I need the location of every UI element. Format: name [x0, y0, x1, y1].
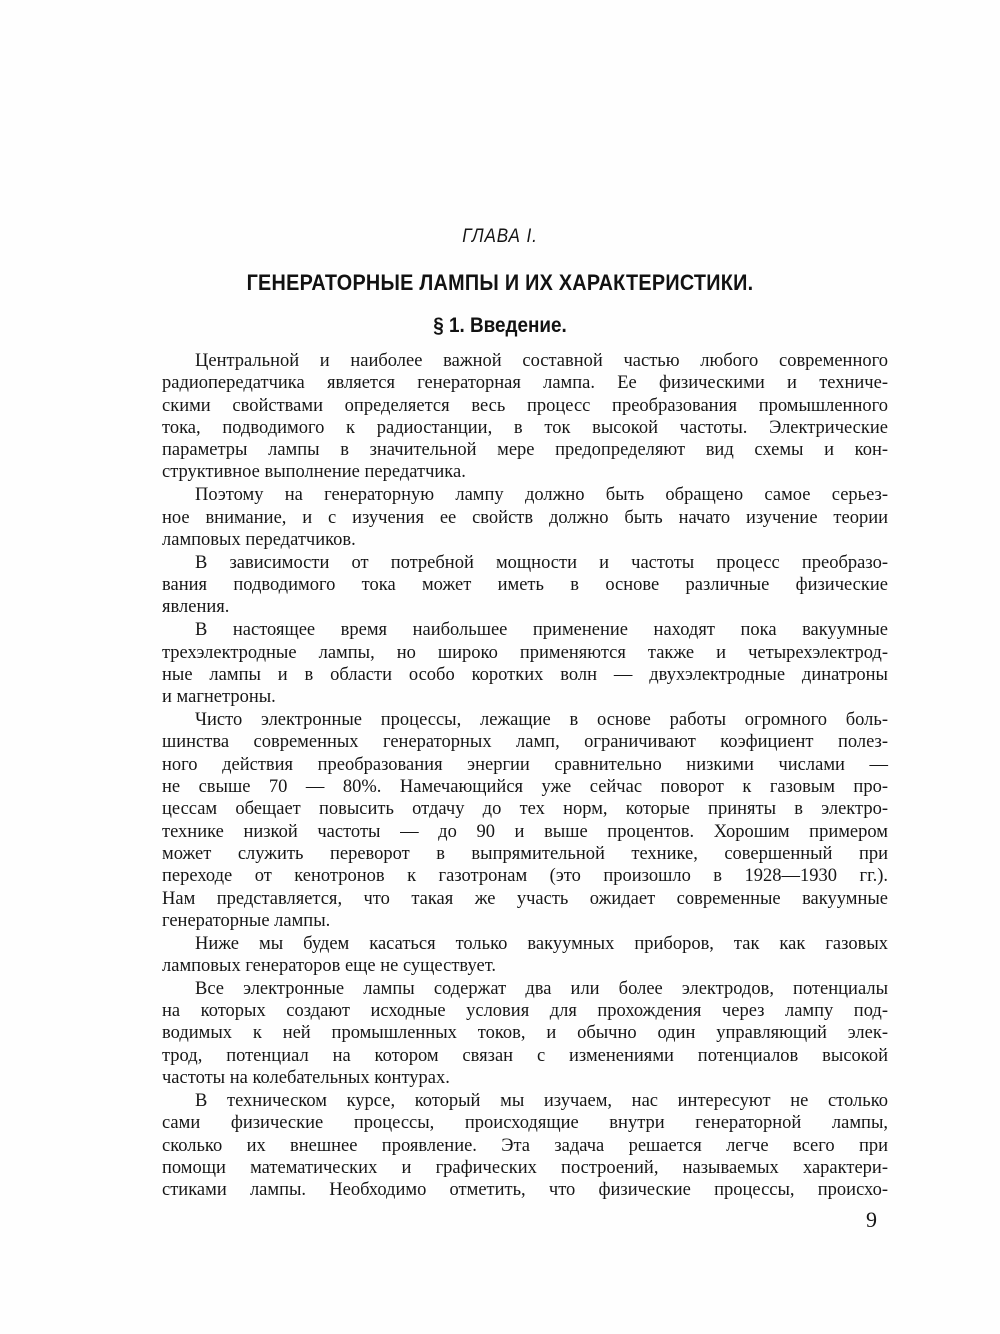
text-line: Ниже мы будем касаться только вакуумных приборов, так как газовых	[195, 933, 888, 954]
text-line: генераторные лампы.	[162, 910, 331, 931]
text-line: ные лампы и в области особо коротких волн — двухэлектродные динатроны	[162, 664, 888, 685]
text-line: на которых создают исходные условия для прохождения через лампу под-	[162, 1001, 888, 1022]
paragraph	[162, 350, 888, 484]
text-line: ное внимание, и с изучения ее свойств должно быть начато изучение теории	[162, 507, 888, 528]
text-line: водимых к ней промышленных токов, и обычно один управляющий элек-	[162, 1023, 888, 1044]
text-line: радиопередатчика является генераторная лампа. Ее физическими и техниче-	[162, 373, 888, 394]
text-line: ламповых передатчиков.	[162, 529, 356, 550]
paragraph	[162, 1090, 888, 1201]
page-number: 9	[866, 1207, 877, 1232]
text-line: В настоящее время наибольшее применение находят пока вакуумные	[195, 620, 888, 641]
text-line: частоты на колебательных контурах.	[162, 1068, 450, 1089]
text-line: явления.	[162, 597, 230, 618]
paragraph	[162, 484, 888, 551]
text-line: может служить переворот в выпрямительной технике, совершенный при	[162, 843, 888, 864]
text-line: ламповых генераторов еще не существует.	[162, 955, 497, 976]
text-line: цессам обещает повысить отдачу до тех норм, которые приняты в электро-	[162, 799, 888, 820]
text-line: вания подводимого тока может иметь в основе различные физические	[162, 575, 888, 596]
text-line: Нам представляется, что такая же участь ожидает современные вакуумные	[162, 888, 888, 909]
text-line: Чисто электронные процессы, лежащие в основе работы огромного боль-	[195, 710, 888, 731]
text-line: Поэтому на генераторную лампу должно быть обращено самое серьез-	[195, 485, 888, 506]
chapter-label: ГЛАВА I.	[462, 226, 538, 247]
text-line: трехэлектродные лампы, но широко применяются также и четырехэлектрод-	[162, 642, 888, 663]
text-line: Центральной и наиболее важной составной частью любого современного	[195, 351, 888, 371]
text-line: параметры лампы в значительной мере предопределяют вид схемы и кон-	[162, 440, 888, 461]
text-line: технике низкой частоты — до 90 и выше процентов. Хорошим примером	[162, 821, 888, 842]
section-title: § 1. Введение.	[433, 314, 567, 337]
text-line: ного действия преобразования энергии сравнительно низкими числами —	[162, 754, 888, 775]
paragraph	[162, 619, 888, 708]
text-line: трод, потенциал на котором связан с изменениями потенциалов высокой	[162, 1045, 888, 1066]
paragraph	[162, 552, 888, 619]
paragraph	[162, 709, 888, 932]
paragraph	[162, 978, 888, 1089]
text-line: шинства современных генераторных ламп, ограничивают коэфициент полез-	[162, 732, 888, 753]
text-line: структивное выполнение передатчика.	[162, 462, 466, 483]
text-line: скими свойствами определяется весь процесс преобразования промышленного	[162, 395, 888, 416]
body-text	[162, 350, 888, 1202]
text-line: тока, подводимого к радиостанции, в ток высокой частоты. Электрические	[162, 417, 888, 438]
text-line: Все электронные лампы содержат два или более электродов, потенциалы	[195, 978, 888, 999]
text-line: сами физические процессы, происходящие внутри генераторной лампы,	[162, 1113, 888, 1134]
text-line: и магнетроны.	[162, 687, 276, 708]
text-line: переходе от кенотронов к газотронам (это произошло в 1928—1930 гг.).	[162, 866, 888, 887]
paragraph	[162, 933, 888, 978]
text-line: В техническом курсе, который мы изучаем, нас интересуют не столько	[195, 1090, 888, 1111]
text-line: помощи математических и графических построений, называемых характери-	[162, 1157, 888, 1178]
text-line: стиками лампы. Необходимо отметить, что физические процессы, происхо-	[162, 1180, 888, 1201]
text-line: сколько их внешнее проявление. Эта задача решается легче всего при	[162, 1135, 888, 1156]
chapter-title: ГЕНЕРАТОРНЫЕ ЛАМПЫ И ИХ ХАРАКТЕРИСТИКИ.	[246, 270, 754, 295]
text-line: В зависимости от потребной мощности и частоты процесс преобразо-	[195, 552, 888, 573]
text-line: не свыше 70 — 80%. Намечающийся уже сейчас поворот к газовым про-	[162, 777, 888, 798]
